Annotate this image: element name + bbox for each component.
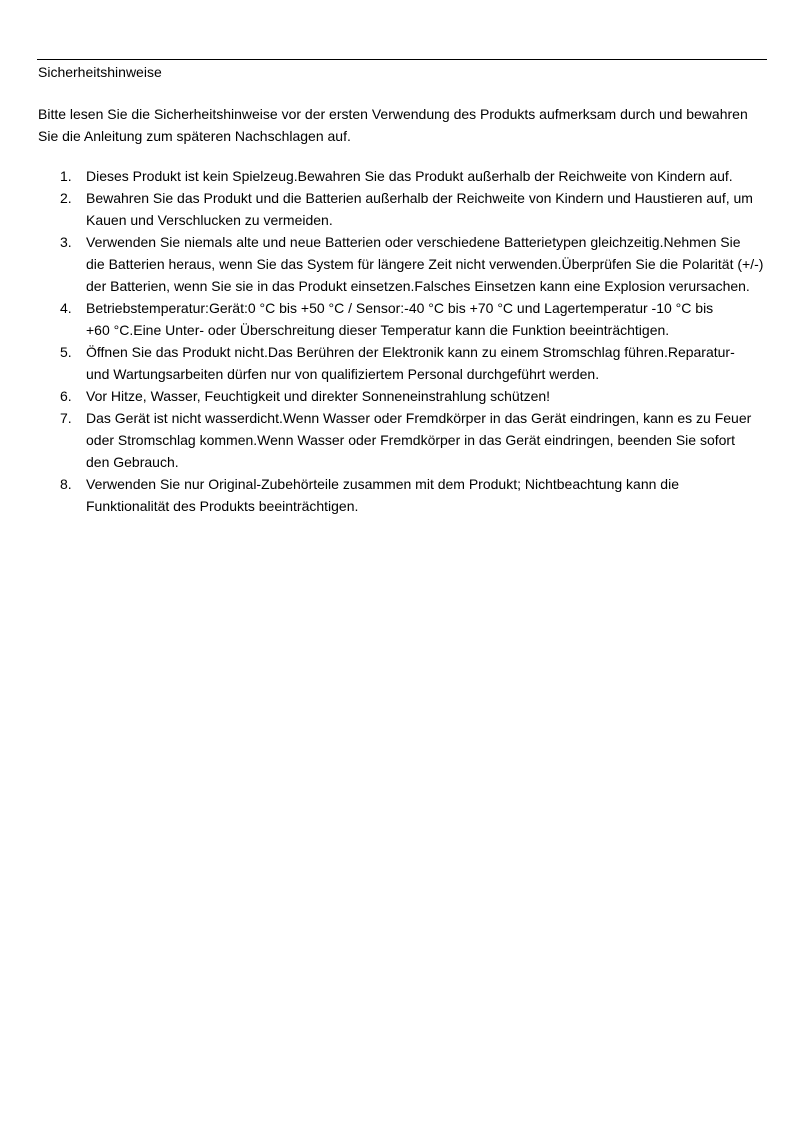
item-line: Bewahren Sie das Produkt und die Batterien außerhalb der Reichweite von Kindern und Haustieren auf, um (86, 190, 753, 206)
item-number: 8. (60, 476, 72, 492)
list-item (38, 385, 763, 407)
item-line: und Wartungsarbeiten dürfen nur von qualifiziertem Personal durchgeführt werden. (86, 366, 600, 382)
safety-list (38, 165, 763, 517)
item-line: die Batterien heraus, wenn Sie das System für längere Zeit nicht verwenden.Überprüfen Sie die Polarität (+/-) (86, 256, 764, 272)
item-number: 2. (60, 190, 72, 206)
list-item (38, 473, 763, 517)
intro-paragraph (38, 103, 748, 147)
item-line: Verwenden Sie niemals alte und neue Batterien oder verschiedene Batterietypen gleichzeitig.Nehmen Sie (86, 234, 741, 250)
item-line: den Gebrauch. (86, 454, 179, 470)
list-item (38, 187, 763, 231)
item-line: Öffnen Sie das Produkt nicht.Das Berühren der Elektronik kann zu einem Stromschlag führen.Reparatur- (86, 344, 735, 360)
list-item (38, 341, 763, 385)
item-line: oder Stromschlag kommen.Wenn Wasser oder Fremdkörper in das Gerät eindringen, beenden Sie sofort (86, 432, 735, 448)
list-item (38, 407, 763, 473)
item-number: 3. (60, 234, 72, 250)
item-line: Das Gerät ist nicht wasserdicht.Wenn Wasser oder Fremdkörper in das Gerät eindringen, kann es zu Feuer (86, 410, 752, 426)
item-number: 7. (60, 410, 72, 426)
item-number: 5. (60, 344, 72, 360)
section-heading: Sicherheitshinweise (38, 64, 162, 80)
header-rule (37, 59, 767, 60)
list-item (38, 231, 763, 297)
item-number: 4. (60, 300, 72, 316)
item-line: Kauen und Verschlucken zu vermeiden. (86, 212, 333, 228)
intro-line: Sie die Anleitung zum späteren Nachschlagen auf. (38, 128, 351, 144)
item-number: 1. (60, 168, 72, 184)
intro-line: Bitte lesen Sie die Sicherheitshinweise vor der ersten Verwendung des Produkts aufmerksam durch und bewahren (38, 106, 748, 122)
item-line: +60 °C.Eine Unter- oder Überschreitung dieser Temperatur kann die Funktion beeinträchtigen. (86, 322, 670, 338)
item-line: Vor Hitze, Wasser, Feuchtigkeit und direkter Sonneneinstrahlung schützen! (86, 388, 551, 404)
list-item (38, 165, 763, 187)
item-line: Dieses Produkt ist kein Spielzeug.Bewahren Sie das Produkt außerhalb der Reichweite von Kindern auf. (86, 168, 733, 184)
item-line: Betriebstemperatur:Gerät:0 °C bis +50 °C / Sensor:-40 °C bis +70 °C und Lagertemperatur -10 °C bis (86, 300, 714, 316)
list-item (38, 297, 763, 341)
item-line: Funktionalität des Produkts beeinträchtigen. (86, 498, 359, 514)
item-line: Verwenden Sie nur Original-Zubehörteile zusammen mit dem Produkt; Nichtbeachtung kann die (86, 476, 679, 492)
item-line: der Batterien, wenn Sie sie in das Produkt einsetzen.Falsches Einsetzen kann eine Explosion verursachen. (86, 278, 750, 294)
item-number: 6. (60, 388, 72, 404)
